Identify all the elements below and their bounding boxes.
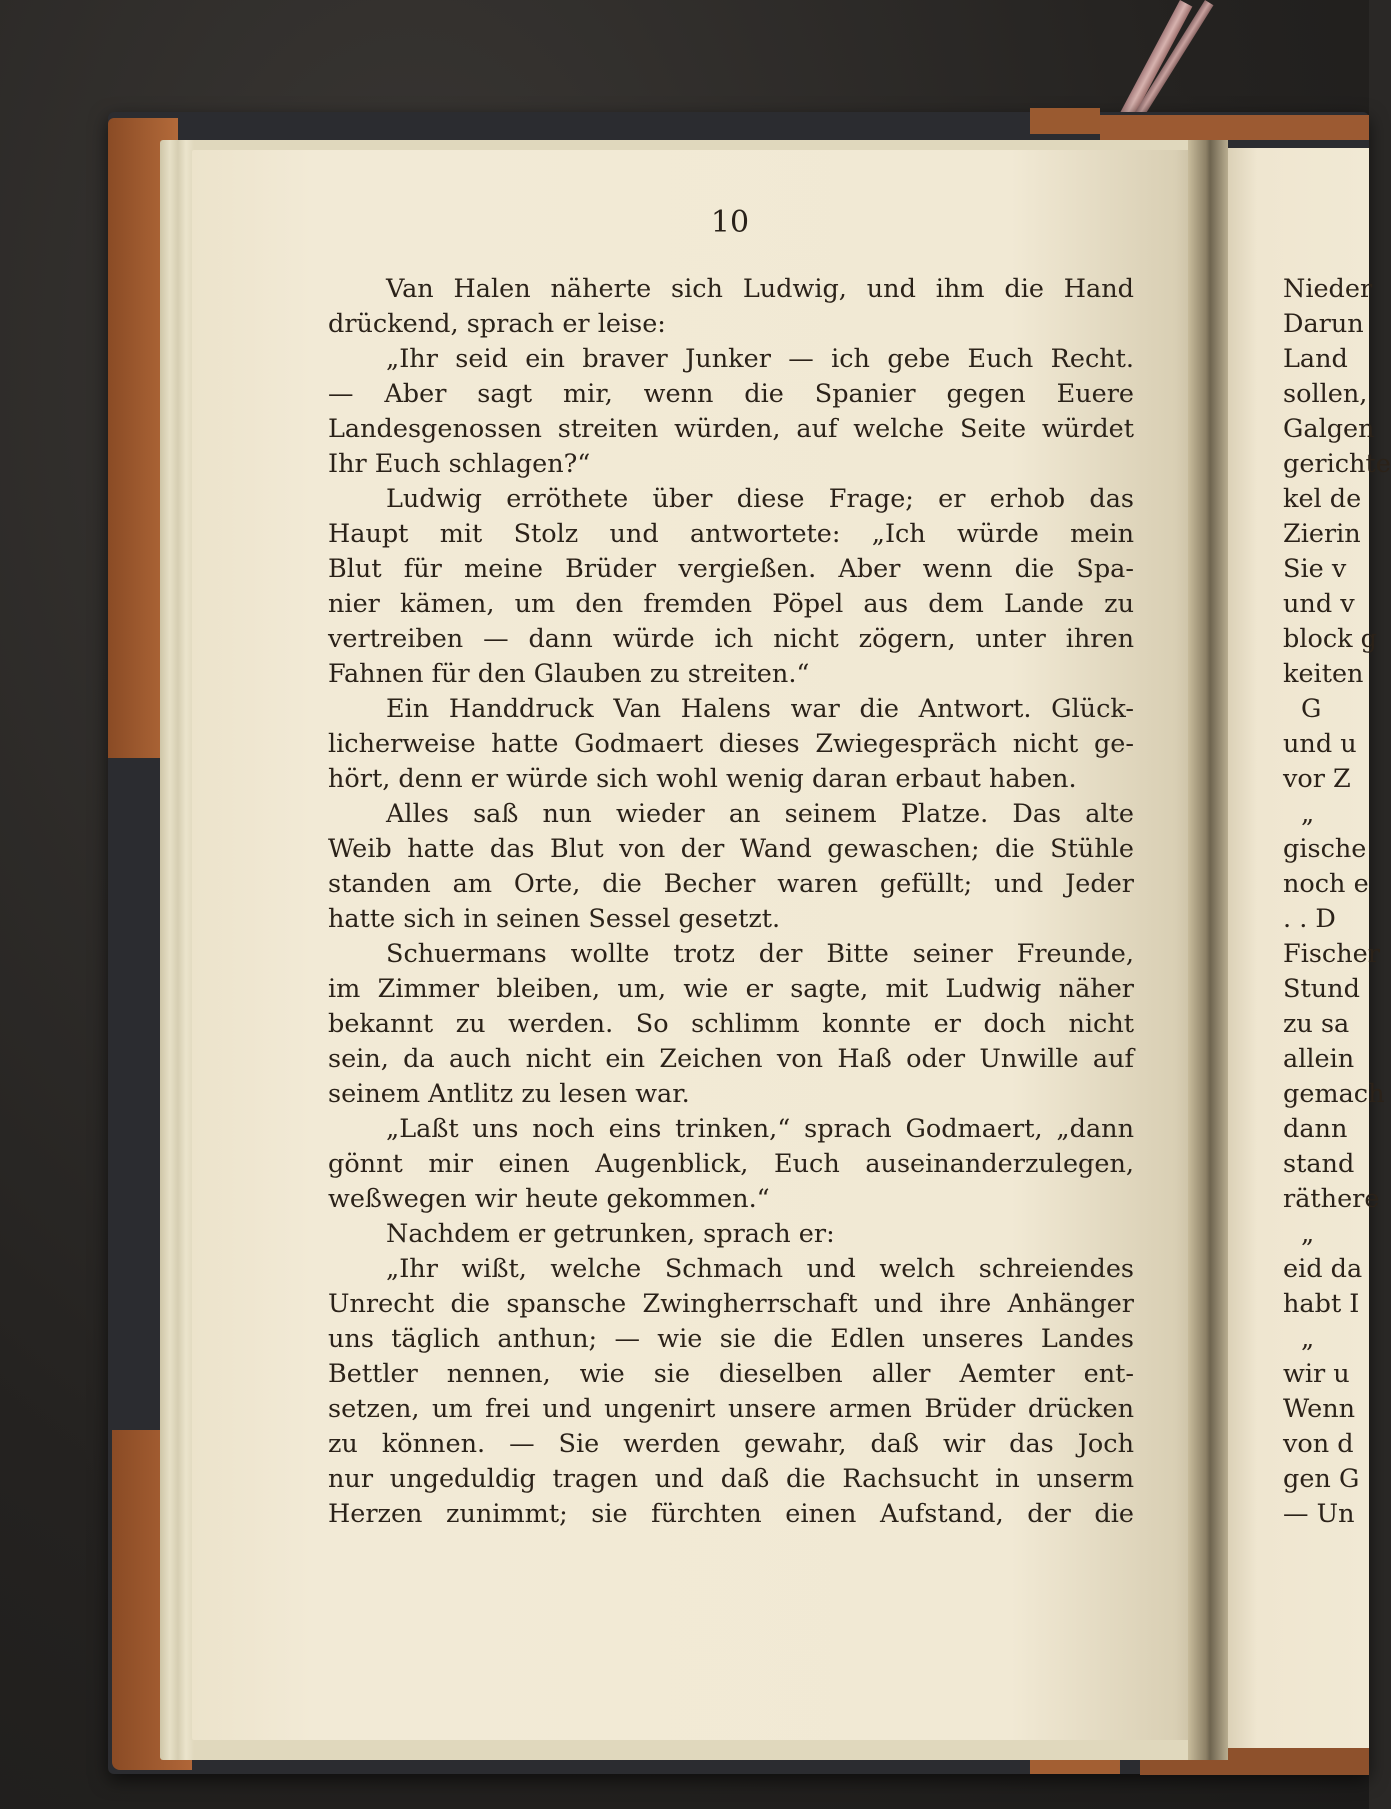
text-line: Ein Handdruck Van Halens war die Antwort. Glück- [386,694,1134,724]
text-line-fragment: Sie v [1283,554,1347,584]
text-line-fragment: Wenn [1283,1394,1356,1424]
text-line: Alles saß nun wieder an seinem Platze. Das alte [386,799,1134,829]
text-line-fragment: Stund [1283,974,1360,1004]
text-line-fragment: gische [1283,834,1367,864]
text-line-fragment: vor Z [1283,764,1351,794]
text-line-fragment: „ [1301,1324,1315,1354]
text-line-fragment: dann [1283,1114,1348,1144]
left-page-text [328,272,1134,1532]
text-line: vertreiben — dann würde ich nicht zögern, unter ihren [328,624,1134,654]
text-line: Blut für meine Brüder vergießen. Aber wenn die Spa- [328,554,1134,584]
text-line-fragment: Fischer [1283,939,1380,969]
text-line-fragment: gemach [1283,1079,1385,1109]
text-line: zu können. — Sie werden gewahr, daß wir das Joch [328,1429,1134,1459]
text-line: im Zimmer bleiben, um, wie er sagte, mit Ludwig näher [328,974,1134,1004]
text-line: „Laßt uns noch eins trinken,“ sprach Godmaert, „dann [386,1114,1134,1144]
text-line: „Ihr wißt, welche Schmach und welch schreiendes [386,1254,1134,1284]
text-line-fragment: block g [1283,624,1377,654]
text-line: gönnt mir einen Augenblick, Euch auseinanderzulegen, [328,1149,1134,1179]
text-line-fragment: — Un [1283,1499,1355,1529]
text-line: Ludwig erröthete über diese Frage; er erhob das [386,484,1134,514]
text-line: bekannt zu werden. So schlimm konnte er doch nicht [328,1009,1134,1039]
text-line-fragment: gen G [1283,1464,1360,1494]
text-line: Nachdem er getrunken, sprach er: [386,1219,835,1249]
right-page-text-fragment [1283,272,1391,1532]
text-line: „Ihr seid ein braver Junker — ich gebe Euch Recht. [386,344,1134,374]
text-line-fragment: Galgen [1283,414,1375,444]
page-number: 10 [710,205,750,240]
text-line-fragment: eid da [1283,1254,1363,1284]
text-line: Unrecht die spansche Zwingherrschaft und ihre Anhänger [328,1289,1134,1319]
book-gutter [1188,140,1228,1760]
text-line-fragment: wir u [1283,1359,1350,1389]
text-line: — Aber sagt mir, wenn die Spanier gegen Euere [328,379,1134,409]
text-line: uns täglich anthun; — wie sie die Edlen unseres Landes [328,1324,1134,1354]
text-line: licherweise hatte Godmaert dieses Zwiegespräch nicht ge- [328,729,1134,759]
text-line: hatte sich in seinen Sessel gesetzt. [328,904,781,934]
text-line-fragment: allein [1283,1044,1355,1074]
text-line-fragment: Darun [1283,309,1364,339]
text-line-fragment: „ [1301,799,1315,829]
text-line: Landesgenossen streiten würden, auf welche Seite würdet [328,414,1134,444]
text-line-fragment: kel de [1283,484,1362,514]
text-line: weßwegen wir heute gekommen.“ [328,1184,770,1214]
text-line-fragment: sollen, [1283,379,1368,409]
text-line: Van Halen näherte sich Ludwig, und ihm die Hand [386,274,1134,304]
text-line: Weib hatte das Blut von der Wand gewaschen; die Stühle [328,834,1134,864]
text-line-fragment: gerichte [1283,449,1391,479]
text-line-fragment: und u [1283,729,1357,759]
leather-corner-top-right [1030,108,1100,134]
text-line: Ihr Euch schlagen?“ [328,449,591,479]
text-line: standen am Orte, die Becher waren gefüllt; und Jeder [328,869,1134,899]
text-line: Schuermans wollte trotz der Bitte seiner Freunde, [386,939,1134,969]
text-line-fragment: . . D [1283,904,1336,934]
text-line: sein, da auch nicht ein Zeichen von Haß oder Unwille auf [328,1044,1134,1074]
text-line-fragment: „ [1301,1219,1315,1249]
text-line-fragment: und v [1283,589,1355,619]
text-line: nur ungeduldig tragen und daß die Rachsucht in unserm [328,1464,1134,1494]
text-line-fragment: Land [1283,344,1348,374]
text-line: Haupt mit Stolz und antwortete: „Ich würde mein [328,519,1134,549]
text-line: drückend, sprach er leise: [328,309,666,339]
text-line: hört, denn er würde sich wohl wenig daran erbaut haben. [328,764,1077,794]
text-line: Fahnen für den Glauben zu streiten.“ [328,659,810,689]
text-line: seinem Antlitz zu lesen war. [328,1079,690,1109]
text-line-fragment: G [1301,694,1322,724]
text-line-fragment: Zierin [1283,519,1361,549]
text-line: setzen, um frei und ungenirt unsere armen Brüder drücken [328,1394,1134,1424]
text-line-fragment: stand [1283,1149,1355,1179]
text-line-fragment: zu sa [1283,1009,1350,1039]
text-line-fragment: räthere [1283,1184,1380,1214]
text-line-fragment: keiten [1283,659,1364,689]
text-line-fragment: von d [1283,1429,1354,1459]
text-line-fragment: Nieder [1283,274,1373,304]
text-line: nier kämen, um den fremden Pöpel aus dem Lande zu [328,589,1134,619]
right-cover-edge-top [1100,115,1369,140]
text-line: Bettler nennen, wie sie dieselben aller Aemter ent- [328,1359,1134,1389]
text-line-fragment: noch e [1283,869,1369,899]
text-line-fragment: habt I [1283,1289,1360,1319]
text-line: Herzen zunimmt; sie fürchten einen Aufstand, der die [328,1499,1134,1529]
